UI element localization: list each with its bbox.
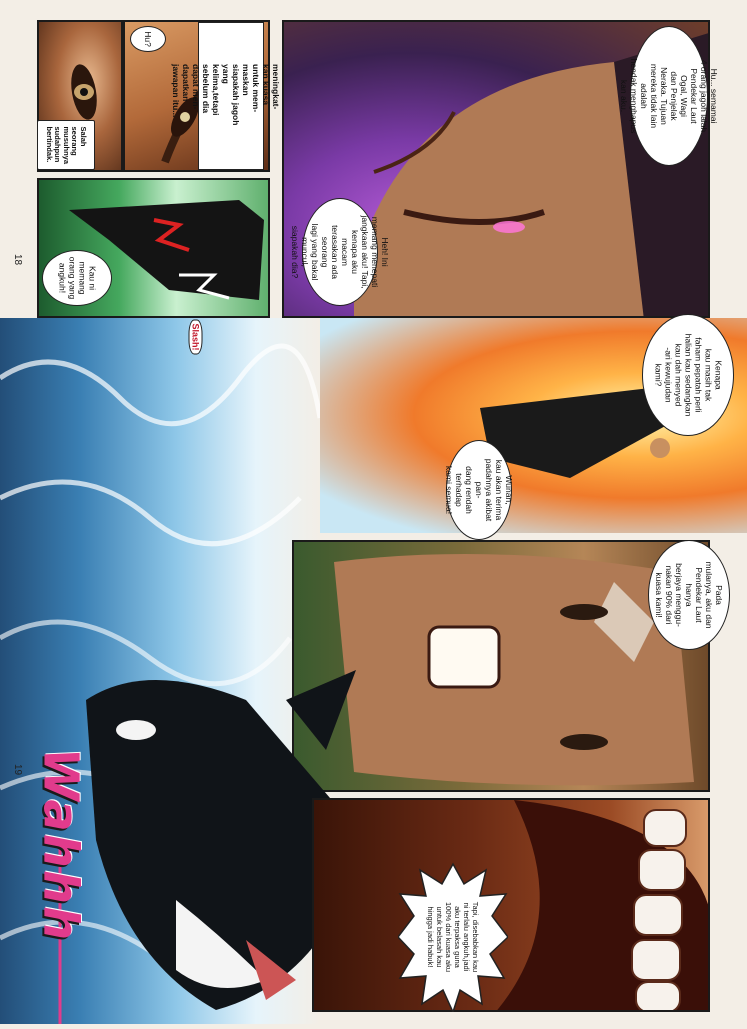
bubble-heh-thought — [290, 198, 390, 306]
bubble-power-ninety — [648, 540, 730, 650]
bubble-four-people-text: Hu... semamai 4 orang jagoh ialah Pendekar Laut Ogal, Wagi dan Penjelak Neraka. Tujuan mereka tidak lain adalah hendak menghapus kan aku. — [619, 58, 719, 134]
caption-wrong-guess-text: Salah seorang musuhnya sudahpun bertindak. — [45, 126, 89, 164]
bubble-huh-text: Hu? — [143, 31, 153, 47]
sfx-whoosh-wrap — [0, 730, 130, 960]
sfx-slash: Slash! — [189, 319, 203, 354]
mouth-drawing — [314, 800, 710, 1012]
bubble-four-people — [619, 26, 719, 166]
caption-wunan — [171, 22, 281, 170]
page-number-right: 19 — [12, 763, 24, 776]
bubble-wunan-accept — [446, 440, 512, 540]
bubble-arrogant-text: Kau ni memang orang yang angkuh! — [56, 256, 97, 300]
sfx-whoosh: Wahhh — [32, 747, 88, 943]
bubble-heh-thought-text: Heh! Ini memang menepati jangkaan aku! Tapi, kenapa aku macam terasakan ada seorang lagi yang bakal muncul, siapakah dia? — [290, 215, 390, 289]
caption-wrong-guess — [37, 120, 95, 170]
bubble-huh — [130, 26, 166, 52]
bubble-why-still — [642, 314, 734, 436]
page-number-left: 18 — [12, 253, 24, 266]
bubble-because-you-text: Tapi, disebabkan kau ni terlalu angkuh,jadi aku terpaksa guna 100% dari kuasa aku untuk belasah kau hingga jadi habuk! — [426, 901, 480, 973]
bubble-because-you — [398, 862, 508, 1012]
bubble-arrogant — [42, 250, 112, 306]
bubble-why-still-text: Kenapa kau masih tak faham pepatah perli halian kau sedangkan kau dah menyed -ari kewujudan kami? — [653, 333, 723, 417]
bubble-wunan-accept-text: Wunan, kau akan terima padahnya akibat pan- dang rendah terhadap kami semua! — [444, 458, 514, 522]
bubble-power-ninety-text: Pada mulanya, aku dan Pendekar Laut hanya berjaya menggu- nakan 90% dari kuasa kami! — [654, 561, 724, 629]
panel-mouth-closeup — [312, 798, 710, 1012]
caption-wunan-text: meningkat- kan kuasa untuk mem- maskan siapakah jagoh yang kelima,tetapi sebelum dia dapat men- dapatkan jawapan itu... — [171, 64, 281, 126]
